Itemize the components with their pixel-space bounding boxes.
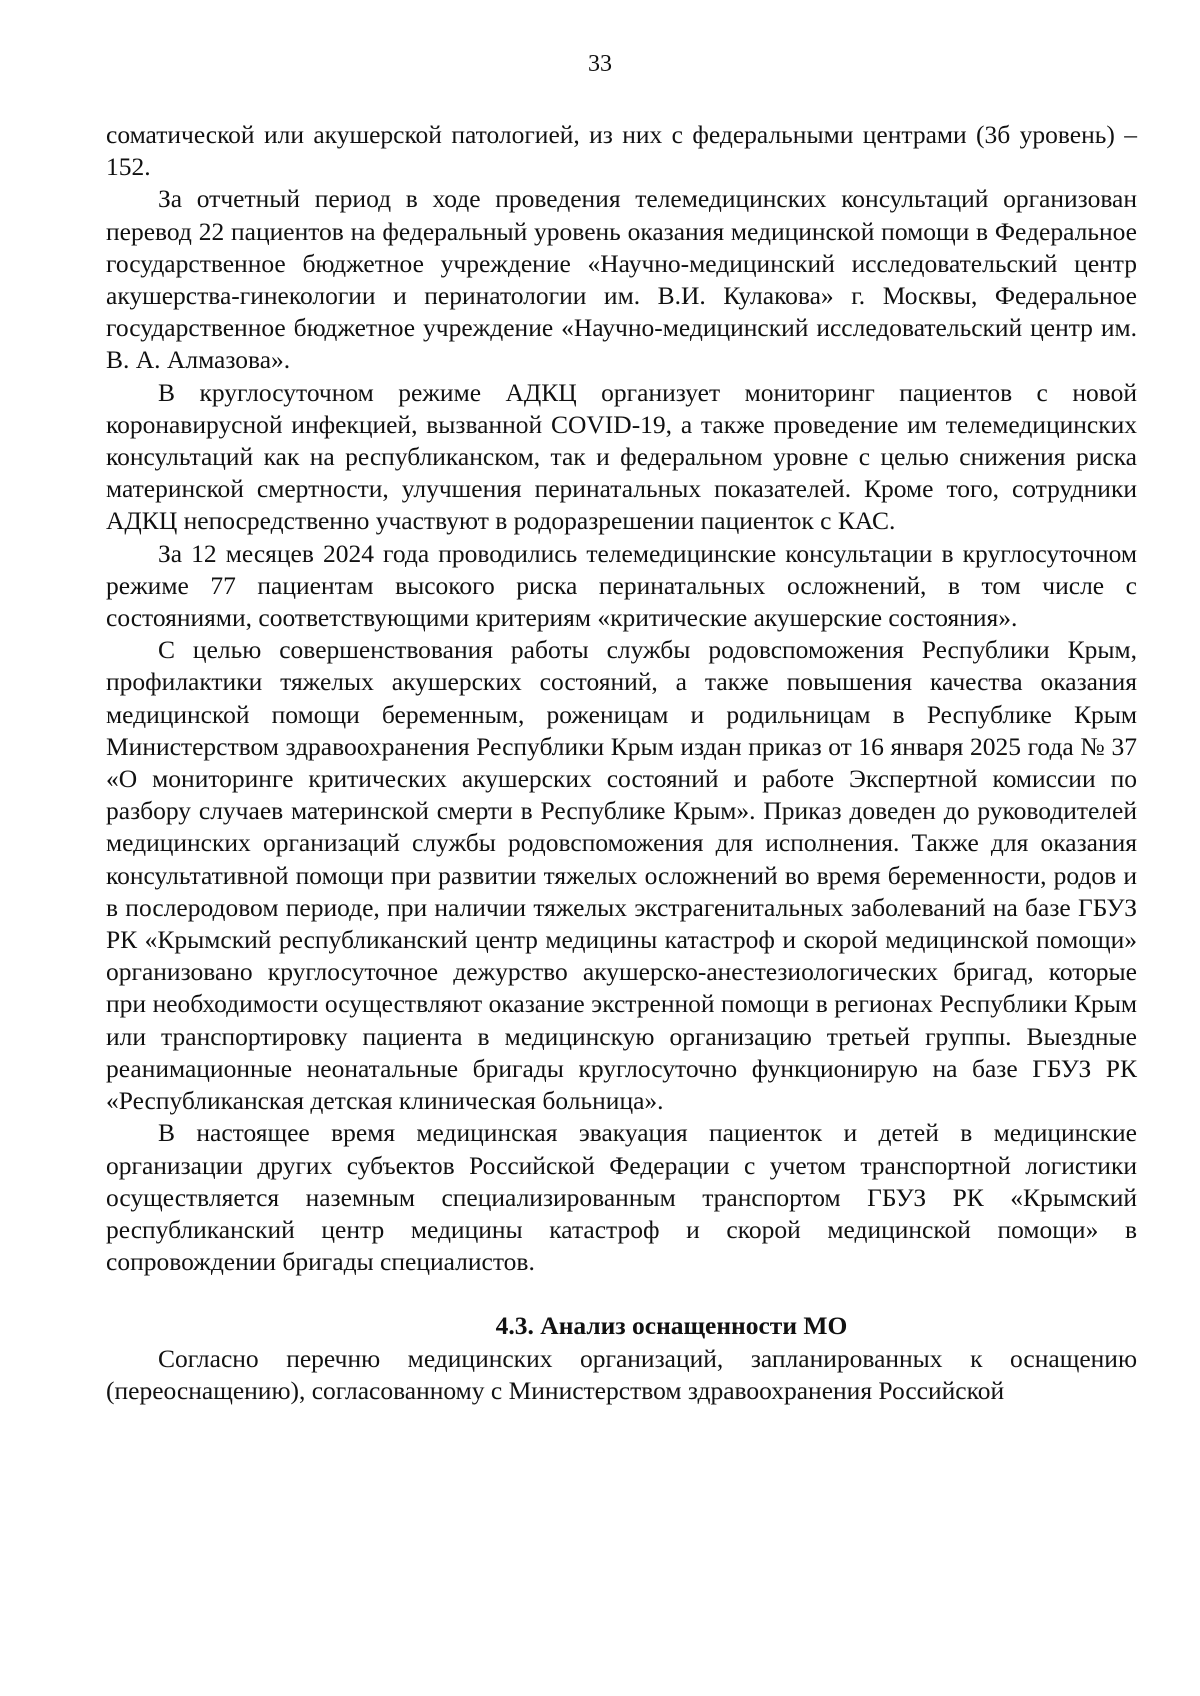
- paragraph-continuation: соматической или акушерской патологией, из них с федеральными центрами (3б уровень) –152.: [106, 120, 1137, 182]
- paragraph-equipment-analysis: Согласно перечню медицинских организаций, запланированных к оснащению (переоснащению), согласованному с Министерством здравоохранения Российской: [106, 1343, 1137, 1405]
- paragraph-covid-monitoring: В круглосуточном режиме АДКЦ организует мониторинг пациентов с новой коронавирусной инфекцией, вызванной COVID-19, а также проведение им телемедицинских консультаций как на республиканском, так и федеральном уровне с целью снижения риска материнской смертности, улучшения перинатальных показателей. Кроме того, сотрудники АДКЦ непосредственно участвуют в родоразрешении пациенток с КАС.: [106, 377, 1137, 536]
- paragraph-medical-evacuation: В настоящее время медицинская эвакуация пациенток и детей в медицинские организации других субъектов Российской Федерации с учетом транспортной логистики осуществляется наземным специализированным транспортом ГБУЗ РК «Крымский республиканский центр медицины катастроф и скорой медицинской помощи» в сопровождении бригады специалистов.: [106, 1118, 1137, 1277]
- paragraph-12-months-consultations: За 12 месяцев 2024 года проводились телемедицинские консультации в круглосуточном режиме 77 пациентам высокого риска перинатальных осложнений, в том числе с состояниями, соответствующими критериям «критические акушерские состояния».: [106, 538, 1137, 633]
- paragraph-telemedicine-transfer: За отчетный период в ходе проведения телемедицинских консультаций организован перевод 22 пациентов на федеральный уровень оказания медицинской помощи в Федеральное государственное бюджетное учреждение «Научно-медицинский исследовательский центр акушерства-гинекологии и перинатологии им. В.И. Кулакова» г. Москвы, Федеральное государственное бюджетное учреждение «Научно-медицинский исследовательский центр им. В. А. Алмазова».: [106, 184, 1137, 375]
- section-heading: 4.3. Анализ оснащенности МО: [495, 1311, 848, 1341]
- page-number: 33: [588, 51, 612, 77]
- document-body: [106, 119, 1137, 1407]
- paragraph-obstetric-service-order: С целью совершенствования работы службы родовспоможения Республики Крым, профилактики тяжелых акушерских состояний, а также повышения качества оказания медицинской помощи беременным, роженицам и родильницам в Республике Крым Министерством здравоохранения Республики Крым издан приказ от 16 января 2025 года № 37 «О мониторинге критических акушерских состояний и работе Экспертной комиссии по разбору случаев материнской смерти в Республике Крым». Приказ доведен до руководителей медицинских организаций службы родовспоможения для исполнения. Также для оказания консультативной помощи при развитии тяжелых осложнений во время беременности, родов и в послеродовом периоде, при наличии тяжелых экстрагенитальных заболеваний на базе ГБУЗ РК «Крымский республиканский центр медицины катастроф и скорой медицинской помощи» организовано круглосуточное дежурство акушерско-анестезиологических бригад, которые при необходимости осуществляют оказание экстренной помощи в регионах Республики Крым или транспортировку пациента в медицинскую организацию третьей группы. Выездные реанимационные неонатальные бригады круглосуточно функционирую на базе ГБУЗ РК «Республиканская детская клиническая больница».: [106, 635, 1137, 1116]
